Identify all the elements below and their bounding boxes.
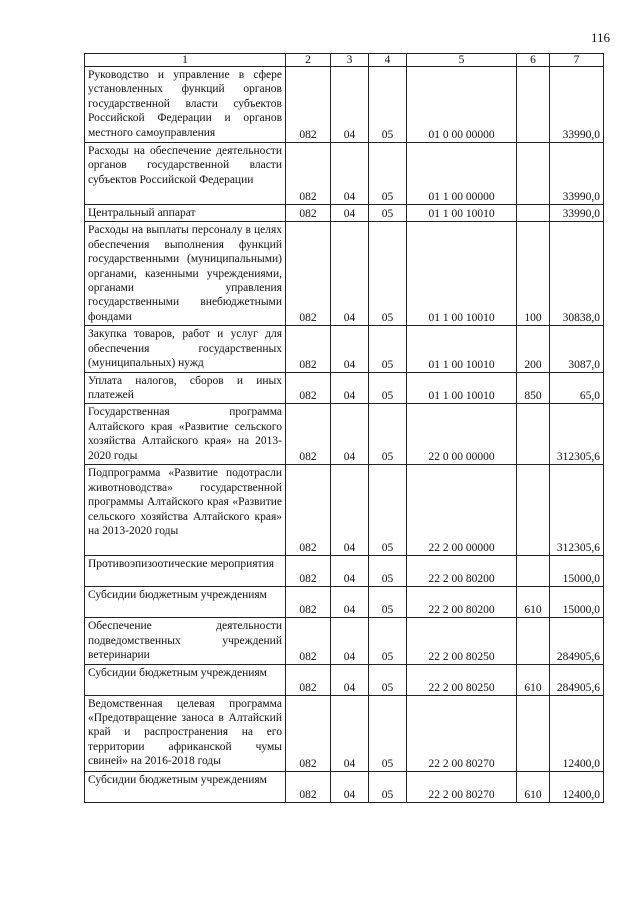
column-number: 4	[369, 54, 407, 67]
department-code: 082	[286, 372, 331, 404]
expense-type	[517, 618, 550, 664]
section-code: 04	[331, 67, 369, 143]
subsection-code: 05	[369, 205, 407, 222]
section-code: 04	[331, 222, 369, 326]
department-code: 082	[286, 771, 331, 802]
target-article: 22 2 00 00000	[407, 465, 517, 556]
target-article: 22 2 00 80270	[407, 695, 517, 771]
expense-type: 610	[517, 587, 550, 618]
column-number: 2	[286, 54, 331, 67]
target-article: 01 1 00 10010	[407, 372, 517, 404]
subsection-code: 05	[369, 771, 407, 802]
department-code: 082	[286, 465, 331, 556]
department-code: 082	[286, 695, 331, 771]
department-code: 082	[286, 404, 331, 465]
expense-name: Руководство и управление в сфере установленных функций органов государственной власти субъектов Российской Федерации и органов местного самоуправления	[85, 67, 286, 143]
subsection-code: 05	[369, 143, 407, 205]
table-row	[85, 465, 604, 556]
section-code: 04	[331, 587, 369, 618]
department-code: 082	[286, 618, 331, 664]
section-code: 04	[331, 372, 369, 404]
department-code: 082	[286, 222, 331, 326]
amount: 284905,6	[550, 618, 604, 664]
amount: 30838,0	[550, 222, 604, 326]
subsection-code: 05	[369, 556, 407, 587]
target-article: 22 2 00 80270	[407, 771, 517, 802]
target-article: 01 0 00 00000	[407, 67, 517, 143]
expense-type	[517, 695, 550, 771]
amount: 312305,6	[550, 404, 604, 465]
column-number: 3	[331, 54, 369, 67]
section-code: 04	[331, 664, 369, 695]
section-code: 04	[331, 556, 369, 587]
section-code: 04	[331, 771, 369, 802]
expense-name: Уплата налогов, сборов и иных платежей	[85, 372, 286, 404]
amount: 33990,0	[550, 67, 604, 143]
amount: 15000,0	[550, 587, 604, 618]
expense-type	[517, 404, 550, 465]
page-number: 116	[590, 30, 610, 45]
expense-name: Расходы на выплаты персоналу в целях обеспечения выполнения функций государственными (муниципальными) органами, казенными учреждениями, органами управления государственными внебюджетными фондами	[85, 222, 286, 326]
target-article: 22 2 00 80250	[407, 618, 517, 664]
subsection-code: 05	[369, 67, 407, 143]
target-article: 22 0 00 00000	[407, 404, 517, 465]
column-number: 6	[517, 54, 550, 67]
target-article: 01 1 00 10010	[407, 326, 517, 372]
department-code: 082	[286, 587, 331, 618]
department-code: 082	[286, 326, 331, 372]
expense-name: Противоэпизоотические мероприятия	[85, 556, 286, 587]
expense-name: Подпрограмма «Развитие подотрасли животноводства» государственной программы Алтайского края «Развитие сельского хозяйства Алтайского края» на 2013-2020 годы	[85, 465, 286, 556]
department-code: 082	[286, 664, 331, 695]
department-code: 082	[286, 67, 331, 143]
subsection-code: 05	[369, 404, 407, 465]
table-row	[85, 372, 604, 404]
table-row	[85, 771, 604, 802]
expense-type: 200	[517, 326, 550, 372]
expense-name: Субсидии бюджетным учреждениям	[85, 664, 286, 695]
table-row	[85, 67, 604, 143]
section-code: 04	[331, 465, 369, 556]
expense-type: 610	[517, 771, 550, 802]
target-article: 22 2 00 80200	[407, 587, 517, 618]
table-row	[85, 404, 604, 465]
target-article: 01 1 00 00000	[407, 143, 517, 205]
expense-type: 100	[517, 222, 550, 326]
amount: 33990,0	[550, 205, 604, 222]
amount: 15000,0	[550, 556, 604, 587]
subsection-code: 05	[369, 618, 407, 664]
expense-name: Ведомственная целевая программа «Предотвращение заноса в Алтайский край и распространения на его территории африканской чумы свиней» на 2016-2018 годы	[85, 695, 286, 771]
target-article: 01 1 00 10010	[407, 205, 517, 222]
section-code: 04	[331, 205, 369, 222]
amount: 312305,6	[550, 465, 604, 556]
expense-type: 610	[517, 664, 550, 695]
column-number: 5	[407, 54, 517, 67]
expense-type	[517, 205, 550, 222]
column-number: 1	[85, 54, 286, 67]
section-code: 04	[331, 404, 369, 465]
table-row	[85, 143, 604, 205]
amount: 65,0	[550, 372, 604, 404]
expense-name: Субсидии бюджетным учреждениям	[85, 771, 286, 802]
expense-type	[517, 143, 550, 205]
expense-type	[517, 67, 550, 143]
table-row	[85, 618, 604, 664]
expense-name: Обеспечение деятельности подведомственных учреждений ветеринарии	[85, 618, 286, 664]
subsection-code: 05	[369, 465, 407, 556]
subsection-code: 05	[369, 326, 407, 372]
expense-name: Субсидии бюджетным учреждениям	[85, 587, 286, 618]
amount: 12400,0	[550, 771, 604, 802]
expense-type: 850	[517, 372, 550, 404]
amount: 284905,6	[550, 664, 604, 695]
subsection-code: 05	[369, 587, 407, 618]
subsection-code: 05	[369, 695, 407, 771]
expense-name: Расходы на обеспечение деятельности органов государственной власти субъектов Российской Федерации	[85, 143, 286, 205]
target-article: 22 2 00 80250	[407, 664, 517, 695]
target-article: 01 1 00 10010	[407, 222, 517, 326]
column-number-row	[85, 54, 604, 67]
expense-type	[517, 465, 550, 556]
department-code: 082	[286, 205, 331, 222]
amount: 33990,0	[550, 143, 604, 205]
table-row	[85, 664, 604, 695]
column-number: 7	[550, 54, 604, 67]
table-row	[85, 695, 604, 771]
target-article: 22 2 00 80200	[407, 556, 517, 587]
department-code: 082	[286, 556, 331, 587]
amount: 3087,0	[550, 326, 604, 372]
subsection-code: 05	[369, 664, 407, 695]
section-code: 04	[331, 326, 369, 372]
section-code: 04	[331, 695, 369, 771]
department-code: 082	[286, 143, 331, 205]
expense-name: Центральный аппарат	[85, 205, 286, 222]
section-code: 04	[331, 618, 369, 664]
subsection-code: 05	[369, 372, 407, 404]
expense-name: Закупка товаров, работ и услуг для обеспечения государственных (муниципальных) нужд	[85, 326, 286, 372]
expense-name: Государственная программа Алтайского края «Развитие сельского хозяйства Алтайского края» на 2013-2020 годы	[85, 404, 286, 465]
table-row	[85, 222, 604, 326]
expense-type	[517, 556, 550, 587]
amount: 12400,0	[550, 695, 604, 771]
table-row	[85, 556, 604, 587]
table-row	[85, 587, 604, 618]
subsection-code: 05	[369, 222, 407, 326]
table-row	[85, 205, 604, 222]
table-row	[85, 326, 604, 372]
section-code: 04	[331, 143, 369, 205]
budget-table	[84, 53, 604, 803]
